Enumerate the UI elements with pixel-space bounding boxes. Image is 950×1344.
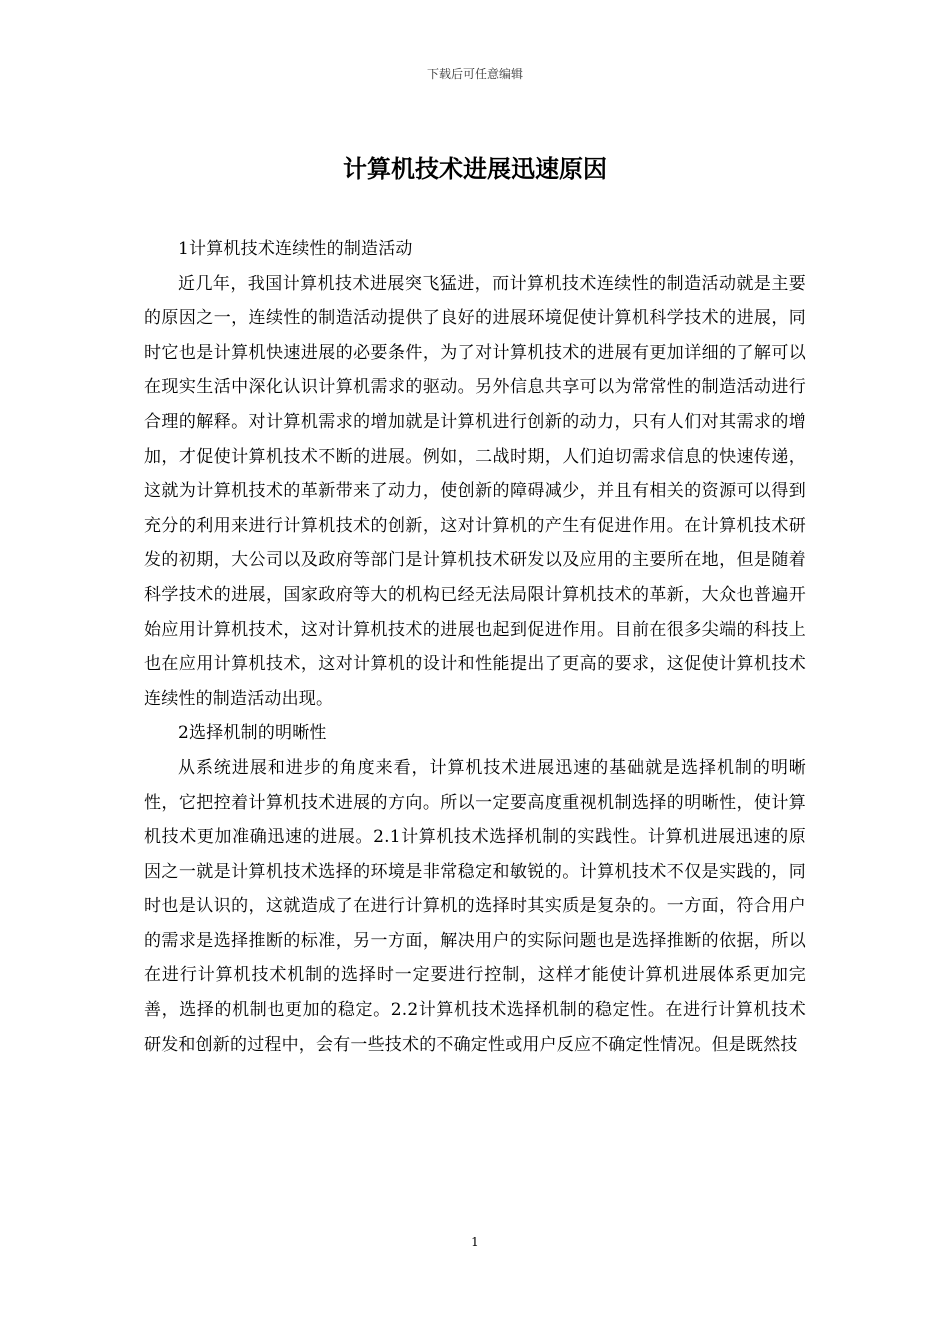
header-note: 下载后可任意编辑 [426, 67, 523, 81]
body-paragraph-2: 从系统进展和进步的角度来看，计算机技术进展迅速的基础就是选择机制的明晰性，它把控着计算机技术进展的方向。所以一定要高度重视机制选择的明晰性，使计算机技术更加准确迅速的进展。2.1计算机技术选择机制的实践性。计算机进展迅速的原因之一就是计算机技术选择的环境是非常稳定和敏锐的。计算机技术不仅是实践的，同时也是认识的，这就造成了在进行计算机的选择时其实质是复杂的。一方面，符合用户的需求是选择推断的标准，另一方面，解决用户的实际问题也是选择推断的依据，所以在进行计算机技术机制的选择时一定要进行控制，这样才能使计算机进展体系更加完善，选择的机制也更加的稳定。2.2计算机技术选择机制的稳定性。在进行计算机技术研发和创新的过程中，会有一些技术的不确定性或用户反应不确定性情况。但是既然技 [144, 757, 806, 1055]
body-paragraph-1: 近几年，我国计算机技术进展突飞猛进，而计算机技术连续性的制造活动就是主要的原因之一，连续性的制造活动提供了良好的进展环境促使计算机科学技术的进展，同时它也是计算机快速进展的必要条件，为了对计算机技术的进展有更加详细的了解可以在现实生活中深化认识计算机需求的驱动。另外信息共享可以为常常性的制造活动进行合理的解释。对计算机需求的增加就是计算机进行创新的动力，只有人们对其需求的增加，才促使计算机技术不断的进展。例如，二战时期，人们迫切需求信息的快速传递，这就为计算机技术的革新带来了动力，使创新的障碍减少，并且有相关的资源可以得到充分的利用来进行计算机技术的创新，这对计算机的产生有促进作用。在计算机技术研发的初期，大公司以及政府等部门是计算机技术研发以及应用的主要所在地，但是随着科学技术的进展，国家政府等大的机构已经无法局限计算机技术的革新，大众也普遍开始应用计算机技术，这对计算机技术的进展也起到促进作用。目前在很多尖端的科技上也在应用计算机技术，这对计算机的设计和性能提出了更高的要求，这促使计算机技术连续性的制造活动出现。 [144, 273, 806, 709]
section-heading-1: 1计算机技术连续性的制造活动 [178, 239, 413, 259]
document-title: 计算机技术进展迅速原因 [343, 155, 607, 183]
document-body [144, 232, 806, 1062]
page-number: 1 [471, 1235, 479, 1249]
section-heading-2: 2选择机制的明晰性 [178, 723, 327, 744]
